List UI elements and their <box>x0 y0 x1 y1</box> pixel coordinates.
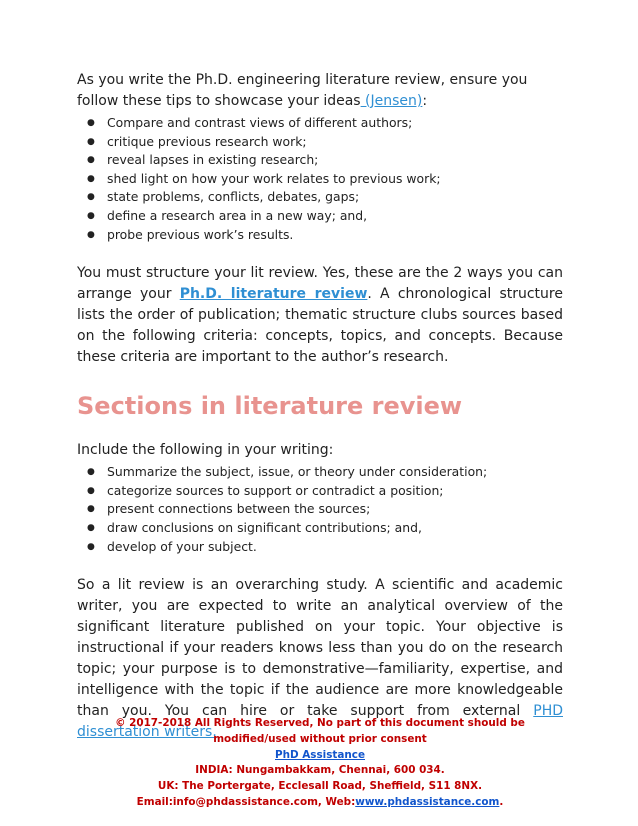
list-item: ● develop of your subject. <box>77 538 563 557</box>
list-item: ● state problems, conflicts, debates, gaps; <box>77 188 563 207</box>
phd-assistance-link[interactable]: PhD Assistance <box>275 748 365 761</box>
list-item: ● Compare and contrast views of different authors; <box>77 114 563 133</box>
phd-literature-review-link[interactable]: Ph.D. literature review <box>179 286 368 303</box>
list-item: ● categorize sources to support or contradict a position; <box>77 482 563 501</box>
phd-dissertation-writers-link[interactable]: PHD dissertation writers. <box>77 703 563 741</box>
uk-address: UK: The Portergate, Ecclesall Road, Sheffield, S11 8NX. <box>157 780 483 793</box>
contact-period: . <box>499 795 504 808</box>
website-link[interactable]: www.phdassistance.com <box>355 795 500 808</box>
list-item: ● reveal lapses in existing research; <box>77 151 563 170</box>
intro-paragraph <box>77 70 563 112</box>
list-item: ● define a research area in a new way; and, <box>77 207 563 226</box>
list-item: ● shed light on how your work relates to previous work; <box>77 170 563 189</box>
copyright-line: © 2017-2018 All Rights Reserved, No part of this document should be <box>115 717 525 729</box>
contact-line <box>60 795 580 811</box>
structure-text-after: . A chronological structure lists the order of publication; thematic structure clubs sources based on the following criteria: concepts, topics, and concepts. Because these criteria are important to the author’s research. <box>77 286 563 366</box>
structure-text-before: You must structure your lit review. Yes, these are the 2 ways you can arrange your <box>77 265 563 303</box>
structure-paragraph <box>77 263 563 368</box>
intro-colon: : <box>422 93 428 109</box>
list-item: ● draw conclusions on significant contributions; and, <box>77 519 563 538</box>
include-list <box>77 463 563 556</box>
copyright-line: modified/used without prior consent <box>213 732 427 745</box>
india-address: INDIA: Nungambakkam, Chennai, 600 034. <box>195 764 445 777</box>
tips-list <box>77 114 563 244</box>
intro-text: As you write the Ph.D. engineering literature review, ensure you follow these tips to showcase your ideas <box>77 72 528 109</box>
email-label: Email:info@phdassistance.com, Web: <box>136 795 356 808</box>
list-item: ● Summarize the subject, issue, or theory under consideration; <box>77 463 563 482</box>
page-footer <box>60 716 580 811</box>
list-item: ● probe previous work’s results. <box>77 226 563 245</box>
closing-text: So a lit review is an overarching study. A scientific and academic writer, you are expected to write an analytical overview of the significant literature published on your topic. Your objective is instructional if your readers knows less than you do on the research topic; your purpose is to demonstrative—familiarity, expertise, and intelligence with the topic if the audience are more knowledgeable than you. You can hire or take support from external <box>77 577 563 720</box>
document-body <box>77 70 563 743</box>
list-item: ● present connections between the sources; <box>77 500 563 519</box>
list-item: ● critique previous research work; <box>77 133 563 152</box>
include-intro: Include the following in your writing: <box>77 442 334 459</box>
section-heading: Sections in literature review <box>77 392 463 421</box>
jensen-citation-link[interactable]: (Jensen) <box>360 93 423 109</box>
